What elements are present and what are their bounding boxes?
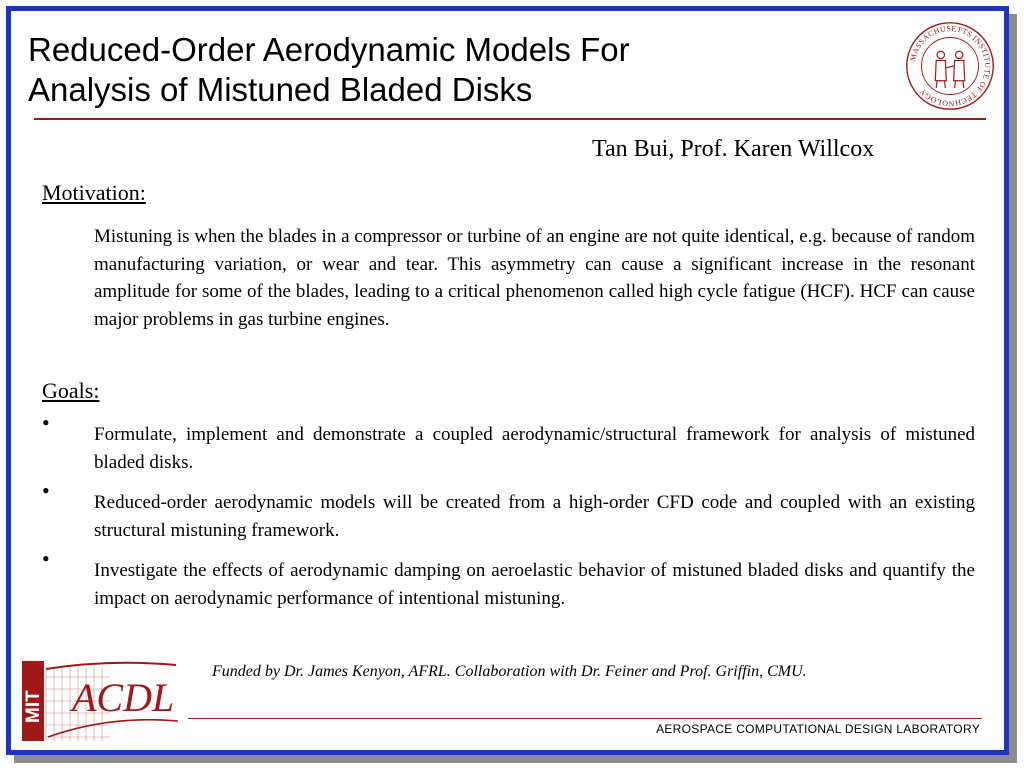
svg-text:MASSACHUSETTS INSTITUTE OF TEC <box>908 24 992 108</box>
title-line-2: Analysis of Mistuned Bladed Disks <box>28 71 533 108</box>
motivation-heading: Motivation: <box>42 180 146 205</box>
footer-divider <box>188 718 982 719</box>
logo-mit-text: MIT <box>23 690 44 723</box>
goal-item-1: Formulate, implement and demonstrate a coupled aerodynamic/structural framework for analysis of mistuned bladed disks. <box>94 424 975 473</box>
seal-text: MASSACHUSETTS INSTITUTE OF TECHNOLOGY <box>908 23 993 109</box>
bullet-marker: • <box>42 410 50 435</box>
goals-heading: Goals: <box>42 378 100 403</box>
authors: Tan Bui, Prof. Karen Willcox <box>592 136 875 162</box>
mit-seal-logo <box>904 20 996 112</box>
goal-item-2: Reduced-order aerodynamic models will be created from a high-order CFD code and coupled with an existing structural mistuning framework. <box>94 492 975 541</box>
logo-acdl-text: ACDL <box>72 675 175 720</box>
motivation-text: Mistuning is when the blades in a compressor or turbine of an engine are not quite identical, e.g. because of random manufacturing variation, or wear and tear. This asymmetry can cause a significant increase in the resonant amplitude for some of the blades, leading to a critical phenomenon called high cycle fatigue (HCF). HCF can cause major problems in gas turbine engines. <box>94 226 975 330</box>
goal-item-3: Investigate the effects of aerodynamic damping on aeroelastic behavior of mistuned bladed disks and quantify the impact on aerodynamic performance of intentional mistuning. <box>94 560 975 609</box>
bullet-marker: • <box>42 478 50 503</box>
slide-title <box>28 30 868 110</box>
funding-note: Funded by Dr. James Kenyon, AFRL. Collaboration with Dr. Feiner and Prof. Griffin, CMU. <box>212 663 807 680</box>
title-line-1: Reduced-Order Aerodynamic Models For <box>28 31 630 68</box>
bullet-marker: • <box>42 546 50 571</box>
acdl-logo <box>20 657 180 745</box>
lab-name: AEROSPACE COMPUTATIONAL DESIGN LABORATORY <box>656 722 980 736</box>
title-divider <box>34 118 986 120</box>
